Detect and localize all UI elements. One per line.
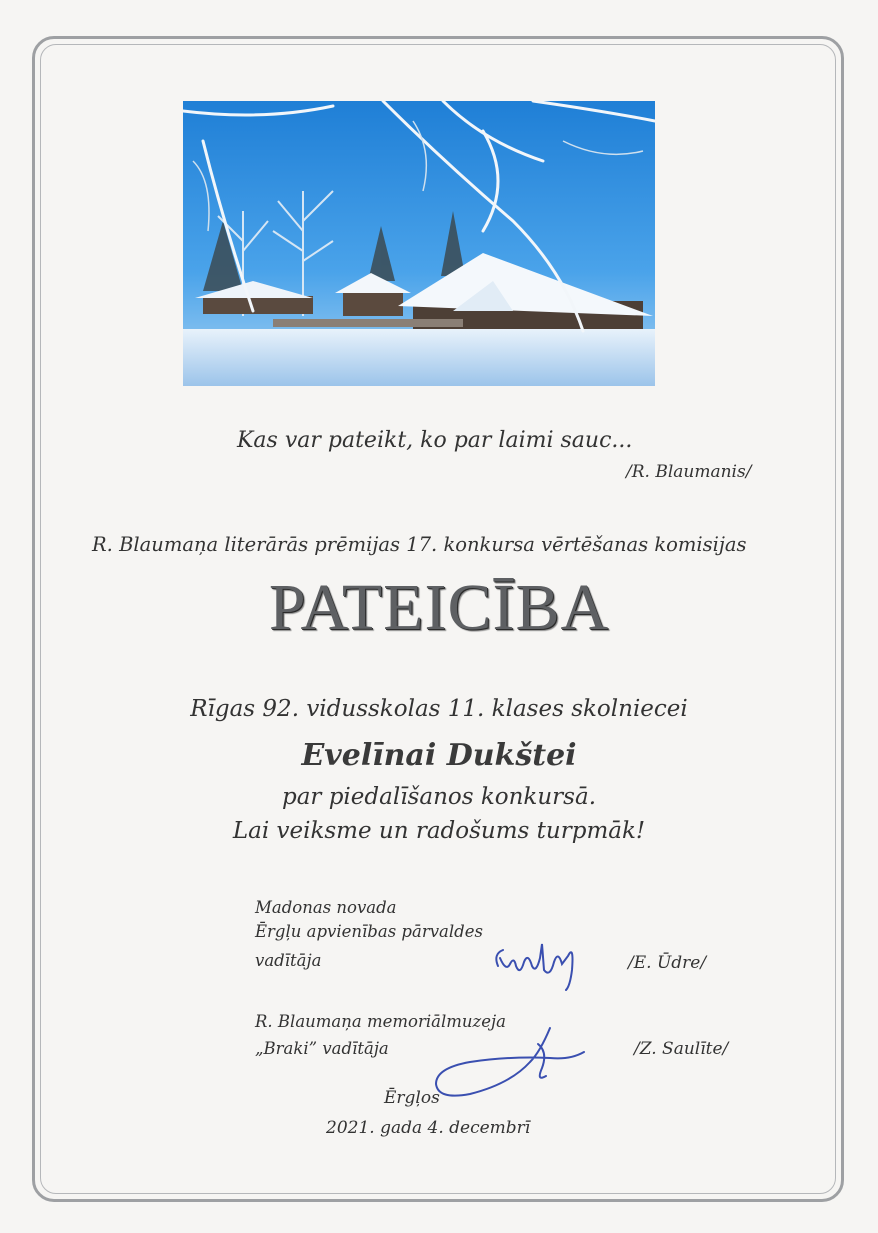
- committee-line: R. Blaumaņa literārās prēmijas 17. konkursa vērtēšanas komisijas: [92, 533, 747, 556]
- award-reason: par piedalīšanos konkursā.: [281, 784, 597, 810]
- issue-place: Ērgļos: [384, 1088, 440, 1108]
- epigraph-quote: Kas var pateikt, ko par laimi sauc...: [237, 428, 633, 453]
- closing-wish: Lai veiksme un radošums turpmāk!: [232, 818, 646, 844]
- winter-village-photo: [183, 101, 655, 386]
- certificate-title: PATEICĪBA: [268, 571, 610, 644]
- signatory-1-name: /E. Ūdre/: [628, 953, 707, 973]
- signatory-2-name: /Z. Saulīte/: [634, 1039, 729, 1059]
- epigraph-author: /R. Blaumanis/: [626, 462, 752, 482]
- signatory-2-line-2: „Braki” vadītāja: [255, 1039, 389, 1058]
- signatory-1-line-1: Madonas novada: [255, 898, 397, 917]
- recipient-school: Rīgas 92. vidusskolas 11. klases skolniecei: [190, 696, 688, 722]
- signature-1-icon: [488, 936, 588, 992]
- signature-2-icon: [430, 1022, 590, 1106]
- recipient-name: Evelīnai Dukštei: [301, 738, 577, 773]
- signatory-1-line-3: vadītāja: [255, 951, 322, 970]
- issue-date: 2021. gada 4. decembrī: [326, 1118, 531, 1138]
- signatory-2-line-1: R. Blaumaņa memoriālmuzeja: [255, 1012, 506, 1031]
- signatory-1-line-2: Ērgļu apvienības pārvaldes: [255, 922, 483, 941]
